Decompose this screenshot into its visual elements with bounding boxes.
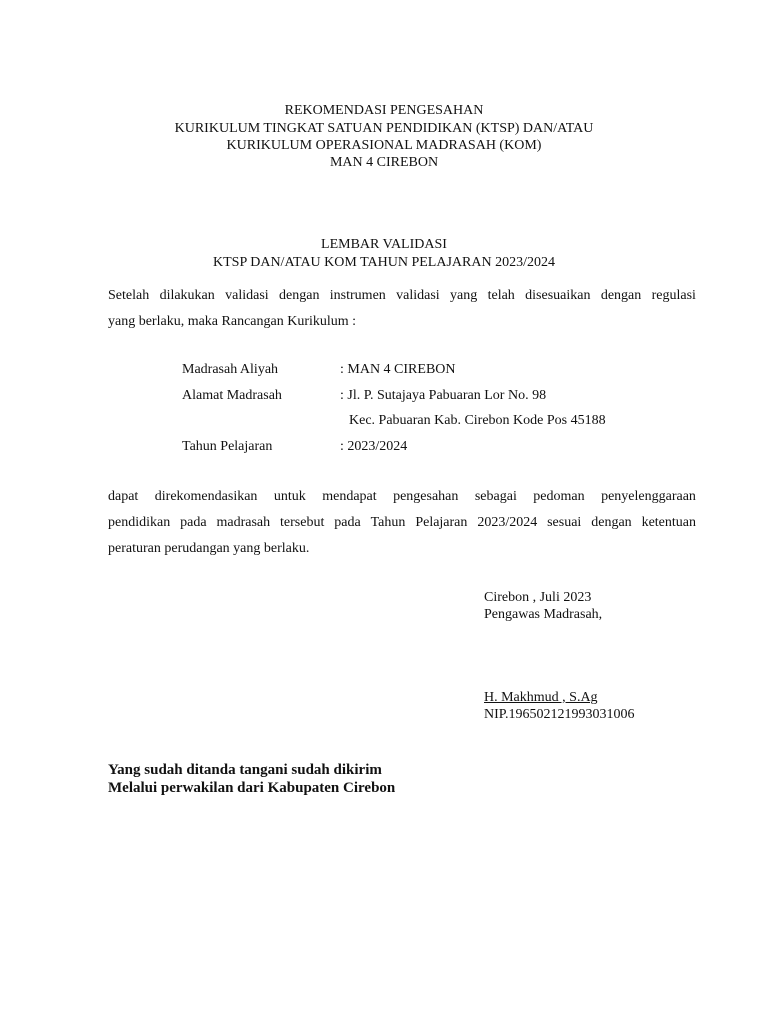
conclusion-line-2	[108, 515, 696, 531]
intro-word: validasi	[396, 288, 440, 303]
conclusion-word: mendapat	[322, 489, 377, 504]
intro-word: telah	[487, 288, 515, 303]
conclusion-word: pada	[334, 515, 361, 530]
conclusion-word: sesuai	[547, 515, 582, 530]
conclusion-word: direkomendasikan	[154, 489, 258, 504]
madrasah-label: Madrasah Aliyah	[182, 362, 279, 377]
header-line-1: REKOMENDASI PENGESAHAN	[284, 103, 484, 118]
intro-word: regulasi	[651, 288, 696, 303]
header-line-4: MAN 4 CIREBON	[329, 155, 439, 170]
conclusion-word: pengesahan	[393, 489, 459, 504]
conclusion-word: dapat	[108, 489, 139, 504]
conclusion-word: tersebut	[280, 515, 325, 530]
tahun-value: : 2023/2024	[340, 439, 408, 454]
intro-word: validasi	[225, 288, 269, 303]
conclusion-line-3: peraturan perudangan yang berlaku.	[108, 541, 310, 556]
signature-place-date: Cirebon , Juli 2023	[484, 590, 592, 605]
intro-word: Setelah	[108, 288, 150, 303]
alamat-label: Alamat Madrasah	[182, 388, 282, 403]
alamat-value-line-1: : Jl. P. Sutajaya Pabuaran Lor No. 98	[340, 388, 547, 403]
signature-name: H. Makhmud , S.Ag	[484, 690, 598, 705]
note-line-2: Melalui perwakilan dari Kabupaten Cirebon	[108, 780, 396, 796]
intro-word: dengan	[279, 288, 320, 303]
conclusion-word: pada	[180, 515, 207, 530]
conclusion-word: pedoman	[533, 489, 585, 504]
subheader-subtitle: KTSP DAN/ATAU KOM TAHUN PELAJARAN 2023/2024	[213, 255, 555, 270]
note-line-1: Yang sudah ditanda tangani sudah dikirim	[108, 762, 382, 778]
intro-word: instrumen	[329, 288, 386, 303]
conclusion-word: dengan	[591, 515, 632, 530]
intro-word: disesuaikan	[525, 288, 591, 303]
signature-nip: NIP.196502121993031006	[484, 707, 635, 722]
intro-line-1	[108, 288, 696, 304]
conclusion-word: penyelenggaraan	[601, 489, 696, 504]
conclusion-word: Pelajaran	[415, 515, 468, 530]
tahun-label: Tahun Pelajaran	[182, 439, 273, 454]
intro-word: yang	[450, 288, 478, 303]
header-line-2: KURIKULUM TINGKAT SATUAN PENDIDIKAN (KTSP) DAN/ATAU	[174, 121, 594, 136]
conclusion-line-1	[108, 489, 696, 505]
conclusion-word: Tahun	[370, 515, 406, 530]
conclusion-word: pendidikan	[108, 515, 171, 530]
header-line-3: KURIKULUM OPERASIONAL MADRASAH (KOM)	[226, 138, 542, 153]
intro-word: dilakukan	[159, 288, 215, 303]
conclusion-word: madrasah	[216, 515, 271, 530]
intro-line-2: yang berlaku, maka Rancangan Kurikulum :	[108, 314, 357, 329]
conclusion-word: ketentuan	[641, 515, 696, 530]
signature-role: Pengawas Madrasah,	[484, 607, 603, 622]
conclusion-word: sebagai	[474, 489, 517, 504]
conclusion-word: untuk	[273, 489, 306, 504]
conclusion-word: 2023/2024	[477, 515, 538, 530]
subheader-title: LEMBAR VALIDASI	[321, 237, 447, 252]
madrasah-value: : MAN 4 CIREBON	[340, 362, 456, 377]
alamat-value-line-2: Kec. Pabuaran Kab. Cirebon Kode Pos 45188	[349, 413, 606, 428]
intro-word: dengan	[600, 288, 642, 303]
